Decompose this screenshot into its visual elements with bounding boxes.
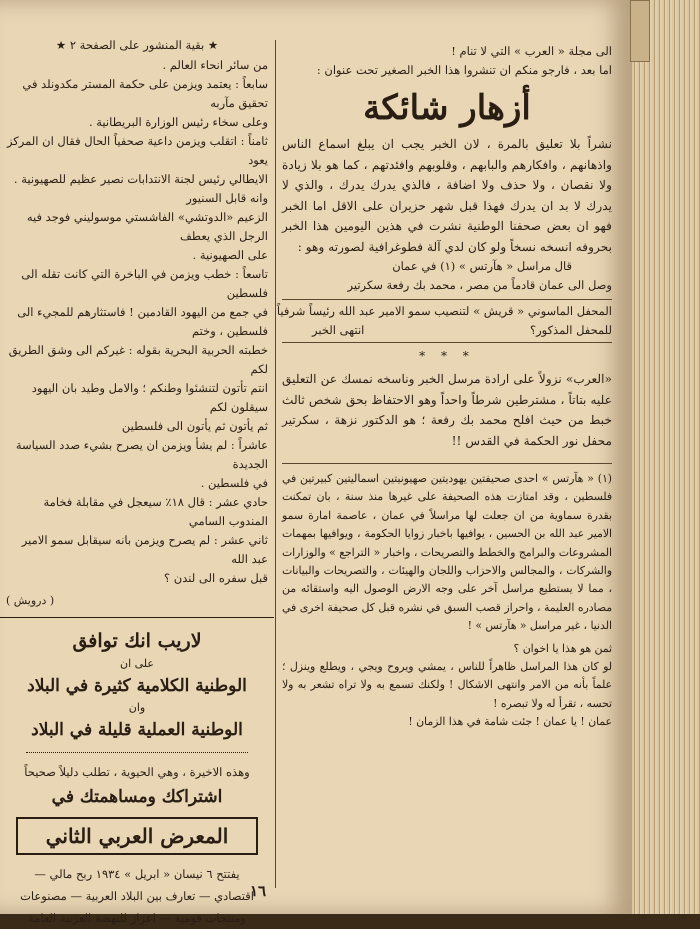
author-signature: ( درويش ) — [6, 594, 55, 607]
ad-headline: لاريب انك توافق — [72, 630, 202, 652]
side-line: حادي عشر : قال ١٨٪ سيعجل في مقابلة فخامة المندوب السامي — [43, 495, 268, 528]
side-line: الايطالي رئيس لجنة الانتدابات نصير عظيم للصهيونية . وانه قابل السنيور — [13, 172, 268, 205]
continued-header: ★ بقية المنشور على الصفحة ٢ ★ — [55, 38, 219, 52]
ad-callout: اشتراكك ومساهمتك في — [51, 787, 223, 807]
ad-top-rule — [0, 617, 274, 618]
side-line: في جمع من اليهود القادمين ! فاستثارهم للمجيء الى فلسطين ، وختم — [17, 305, 268, 338]
ad-text: اقتصادي — تعارف بين البلاد العربية — مصنوعات — [20, 889, 254, 903]
page-marker-tab — [630, 0, 650, 62]
side-line: وعلى سخاء رئيس الوزارة البريطانية . — [88, 115, 268, 129]
quote-end-row — [282, 321, 612, 340]
section-stars: * * * — [419, 349, 475, 363]
ad-slogan: الوطنية الكلامية كثيرة في البلاد — [27, 676, 247, 696]
footnote-rule — [282, 463, 612, 464]
side-line: في فلسطين . — [200, 476, 268, 490]
ad-dotted-rule — [26, 752, 248, 753]
question-line: عمان ! يا عمان ! جئت شامة في هذا الزمان ! — [408, 715, 612, 729]
footnote: (١) « هآرتس » احدى صحيفتين يهوديتين صهيونيتين اسماليتين كبيرتين في فلسطين ، وقد امتازت هذه الصحيفة على غيرها منذ سنة ، بان تمكنت بقدرة سماوية من ان جعلت لها مراسلاً في عمان ، عاصمة امارة سمو الامير عبد الله بن الحسين ، يوافيها باخبار زوايا الحكومة ، ويوافيها بمهمات المشروعات والبرامج والخطط والتصريحات ، واخبار « التراجع » والوزارات والشركات ، والمجالس والاحزاب واللجان والهيئات ، والتصريحات والبيانات ، مما لا يستطيع مراسل آخر على وجه الارض الوصول اليه واستقائه من مصادره العليمة ، واحراز قصب السبق في نشره قبل كل صحيفة اخرى في الدنيا ، غير مراسل « هآرتس » ! — [282, 472, 612, 633]
column-divider — [275, 40, 276, 888]
book-page-edges — [632, 0, 700, 914]
closing-paragraph: «العرب» نزولاً على ارادة مرسل الخبر وناسخه نمسك عن التعليق عليه بتاتاً ، مشترطين شرطاً واحداً وهو الاحتفاظ بحق شخص ثالث خبط من حيث افلح محمد بك رفعة ؛ هو الدكتور نزهة ، سكرتير محفل نور الحكمة في القدس !! — [282, 372, 612, 448]
side-line: على الصهيونية . — [192, 248, 268, 262]
ad-text: وهذه الاخيرة ، وهي الحيوية ، تطلب دليلاً صحيحاً — [24, 765, 250, 779]
article-body: نشراً بلا تعليق بالمرة ، لان الخبر يجب ان يبلغ اسماع الناس واذهانهم ، وافكارهم والبابهم ، وقلوبهم وافئدتهم ، كما هو بلا زيادة ولا نقصان ، ولا حذف ولا اضافة ، فالذي يدرك يدرك ، والذي لا يدرك لا بد ان يدرك فهذا قبل شهر حزيران على الاقل اما الخبر فهو ان بعض صحفنا الوطنية نشرت في هذين اليومين هذا الخبر بحروفه انسخه نسخاً ولو كان لدي آلة فطوغرافية لصورته وهو : — [282, 137, 612, 254]
intro-line: اما بعد ، فارجو منكم ان تنشروا هذا الخبر الصغير تحت عنوان : — [316, 63, 612, 77]
ad-slogan: الوطنية العملية قليلة في البلاد — [31, 720, 243, 740]
quote-line: للمحفل المذكور؟ — [529, 323, 612, 337]
question-line: ثمن هو هذا يا اخوان ؟ — [513, 641, 612, 655]
page-number: ١٦ — [250, 882, 267, 900]
side-line: قبل سفره الى لندن ؟ — [164, 571, 268, 585]
exhibition-name-box: المعرض العربي الثاني — [16, 817, 258, 855]
side-line: سابعاً : يعتمد ويزمن على حكمة المستر مكدونلد في تحقيق مآربه — [22, 77, 268, 110]
side-line: ثامناً : اتقلب ويزمن داعية صحفياً الحال فقال ان المركز يعود — [6, 134, 268, 167]
side-line: عاشراً : لم يشأ ويزمن ان يصرح بشيء صدد السياسة الجديدة — [15, 438, 268, 471]
side-column — [6, 38, 268, 929]
ad-connector: وان — [128, 701, 146, 714]
article-title: أزهار شائكة — [363, 88, 531, 128]
question-line: لو كان هذا المراسل ظاهراً للناس ، يمشي ويروح ويجي ، ويطلع وينزل ؛ علماً بأنه من الامر وانتهى الاشكال ! ولكنك تسمع به ولا تراه تشعر به ولا تحسه ، تقرأ له ولا تبصره ! — [282, 660, 612, 710]
side-line: ثم يأتون ثم يأتون الى فلسطين — [121, 419, 268, 433]
side-line: من سائر انحاء العالم . — [162, 58, 268, 72]
quote-line: المحفل الماسوني « قريش » لتنصيب سمو الامير عبد الله رئيساً شرفياً — [276, 304, 612, 318]
ad-text: يفتتح ٦ نيسان « ابريل » ١٩٣٤ ربح مالي — — [34, 867, 240, 881]
intro-line: الى مجلة « العرب » التي لا تنام ! — [451, 44, 612, 58]
ad-text: ومنتجات قومية — اعزاز للنهضة العربية العامة — [28, 911, 246, 925]
quote-line: قال مراسل « هآرتس » (١) في عمان — [392, 259, 572, 273]
quote-end: انتهى الخبر — [312, 323, 365, 337]
main-column — [276, 42, 612, 732]
ad-connector: على ان — [119, 657, 154, 670]
quote-line: وصل الى عمان قادماً من مصر ، محمد بك رفعة سكرتير — [347, 278, 612, 292]
side-line: الزعيم «الدوتشي» الفاشستي موسوليني فوجد فيه الرجل الذي يعطف — [26, 210, 268, 243]
side-line: ثاني عشر : لم يصرح ويزمن بانه سيقابل سمو الامير عبد الله — [21, 533, 268, 566]
exhibition-advert — [6, 626, 268, 929]
side-line: تاسعاً : خطب ويزمن في الباخرة التي كانت تقله الى فلسطين — [21, 267, 268, 300]
side-line: خطبته الحربية البحرية بقوله : غيركم الى وشق الطريق لكم — [8, 343, 268, 376]
side-line: انتم تأتون لتنشئوا وطنكم ؛ والامل وطيد بان اليهود سيقلون لكم — [31, 381, 268, 414]
